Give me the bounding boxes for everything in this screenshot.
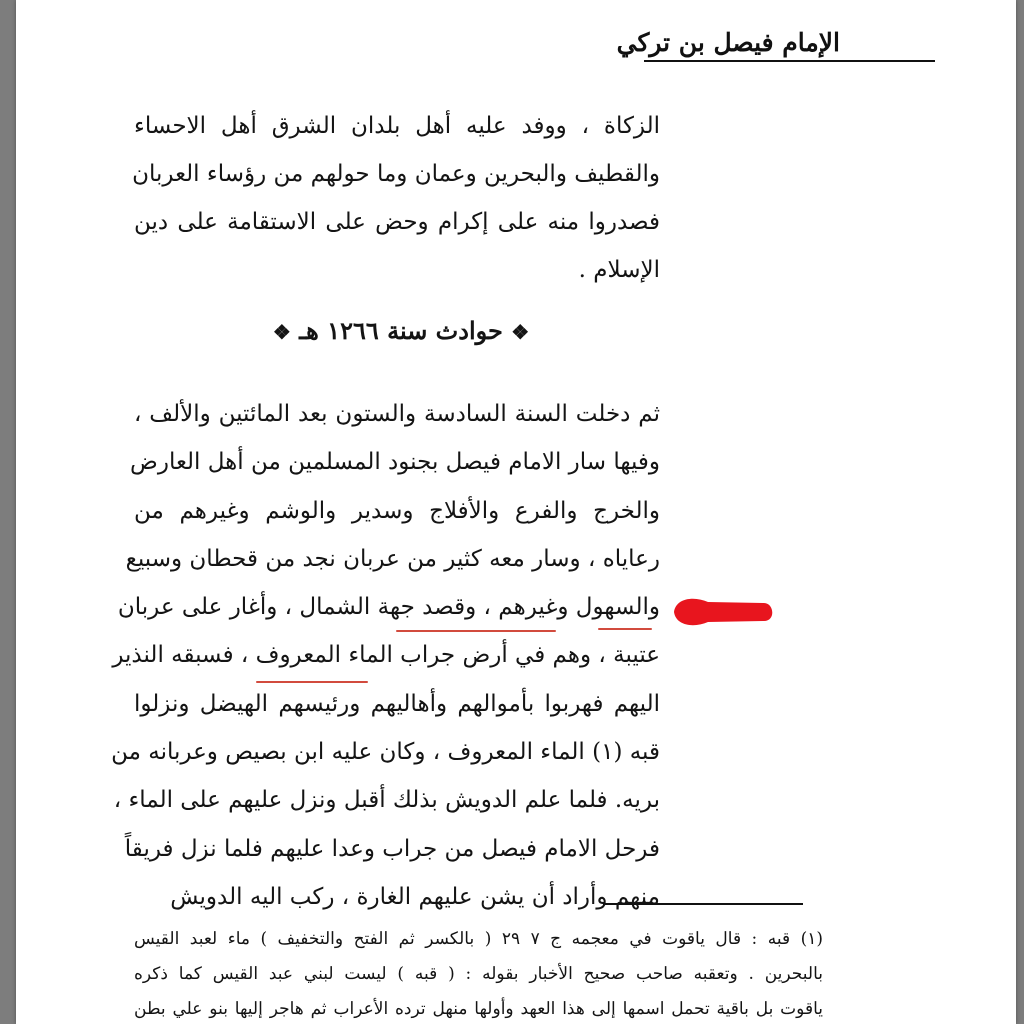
text-line: قبه (١) الماء المعروف ، وكان عليه ابن بصيص وعربانه من (111, 739, 660, 766)
footnote-line: (١) قبه : قال ياقوت في معجمه ج ٧ ٢٩ ( بالكسر ثم الفتح والتخفيف ) ماء لعبد القيس (134, 929, 824, 949)
paragraph-1 (134, 102, 660, 294)
text-line: فرحل الامام فيصل من جراب وعدا عليهم فلما نزل فريقاً (124, 835, 660, 862)
text-line: عتيبة ، وهم في أرض جراب الماء المعروف ، فسبقه النذير (112, 642, 660, 669)
text-line: بريه. فلما علم الدويش بذلك أقبل ونزل عليهم على الماء ، (113, 787, 660, 814)
underline-annotation (256, 681, 368, 683)
header-rule (644, 60, 935, 62)
footnote-line: بالبحرين . وتعقبه صاحب صحيح الأخبار بقوله : ( قبه ) ليست لبني عبد القيس كما ذكره (134, 964, 823, 984)
section-heading-text: حوادث سنة ١٢٦٦ هـ (299, 316, 503, 345)
text-line: فصدروا منه على إكرام وحض على الاستقامة على دين (134, 209, 660, 235)
text-line: منهم وأراد أن يشن عليهم الغارة ، ركب اليه الدويش (170, 883, 660, 910)
footnote-rule (603, 903, 803, 905)
text-line: وفيها سار الامام فيصل بجنود المسلمين من أهل العارض (130, 449, 660, 476)
red-arrow-marker-icon (668, 592, 778, 632)
text-line: الزكاة ، ووفد عليه أهل بلدان الشرق أهل الاحساء (134, 113, 660, 139)
paragraph-2 (111, 390, 660, 921)
text-line: والخرج والفرع والأفلاج وسدير والوشم وغيرهم من (134, 497, 660, 524)
ornament-right-icon: ❖ (511, 320, 530, 344)
document-page (16, 0, 1016, 1024)
text-line: والقطيف والبحرين وعمان وما حولهم من رؤساء العربان (132, 161, 660, 187)
ornament-left-icon: ❖ (272, 320, 291, 344)
footnotes (134, 922, 823, 1024)
text-line: والسهول وغيرهم ، وقصد جهة الشمال ، وأغار على عربان (117, 594, 660, 621)
underline-annotation (396, 630, 556, 632)
section-heading (251, 306, 551, 356)
page-header-title: الإمام فيصل بن تركي (616, 28, 840, 57)
underline-annotation (598, 628, 652, 630)
text-line: الإسلام . (578, 257, 660, 283)
text-line: اليهم فهربوا بأموالهم وأهاليهم ورئيسهم الهيضل ونزلوا (134, 690, 660, 717)
text-line: رعاياه ، وسار معه كثير من عربان نجد من قحطان وسبيع (125, 545, 660, 572)
footnote-line: ياقوت بل باقية تحمل اسمها إلى هذا العهد وأولها منهل ترده الأعراب ثم هاجر إليها بنو علي بطن (134, 999, 823, 1019)
text-line: ثم دخلت السنة السادسة والستون بعد المائتين والألف ، (134, 401, 660, 427)
